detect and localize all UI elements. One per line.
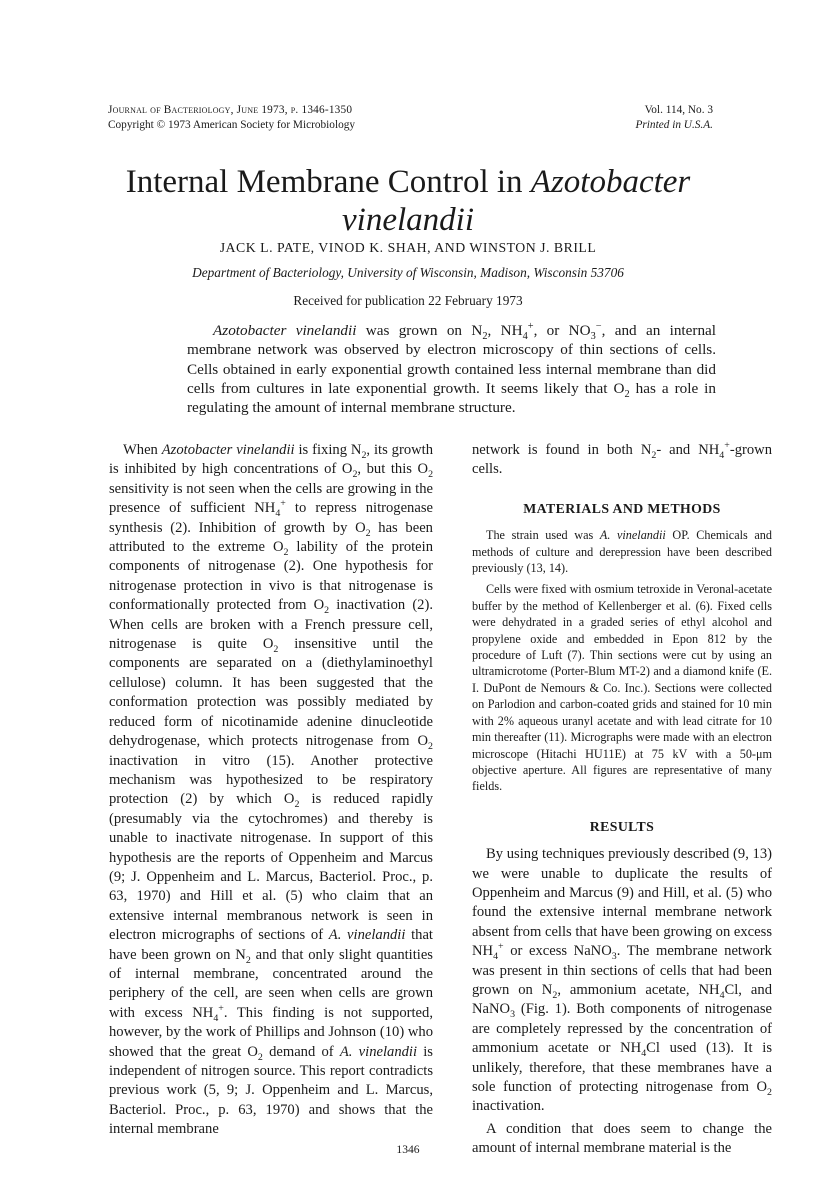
printed-in: Printed in U.S.A. [635,119,713,131]
results-paragraph-1: By using techniques previously described (9, 13) we were unable to duplicate the results of Oppenheim and Marcus (9) and Hill, et al. (5) who found the extensive internal membrane network absent from cells that have been growing on excess $NH_4^+$ or excess NaNO$_3$. The membrane network was present in thin sections of cells that had been grown on $N_2$, ammonium acetate, $NH_4Cl$, and NaNO$_3$ (Fig. 1). Both components of nitrogenase are completely repressed by the concentration of ammonium acetate or $NH_4Cl$ used (13). It is unlikely, therefore, that these membranes have a sole function of protecting nitrogenase from $O_2$ inactivation. [472,846,772,1115]
affiliation: Department of Bacteriology, University of Wisconsin, Madison, Wisconsin 53706 [192,265,624,280]
page-number: 1346 [396,1143,420,1156]
right-column [472,441,772,1159]
intro-continuation: network is found in both $N_2-$ and $NH_4^+$-grown cells. [472,440,772,478]
journal-citation: Journal of Bacteriology, June 1973, p. 1346-1350 [108,104,353,116]
article-title: Internal Membrane Control in Azotobacter vinelandii [125,164,691,238]
copyright-line: Copyright © 1973 American Society for Microbiology [108,119,356,131]
methods-paragraph-strain: The strain used was A. vinelandii OP. Chemicals and methods of culture and derepression have been described previously (13, 14). [472,528,772,576]
volume-issue: Vol. 114, No. 3 [644,104,713,116]
methods-paragraph-fixation: Cells were fixed with osmium tetroxide in Veronal-acetate buffer by the method of Kellenberger et al. (6). Fixed cells were dehydrated in a graded series of ethyl alcohol and propylene oxide and embedded in Epon 812 by the procedure of Luft (7). Thin sections were cut by using an ultramicrotome (Porter-Blum MT-2) and a diamond knife (E. I. DuPont de Nemours & Co. Inc.). Sections were collected on Parlodion and carbon-coated grids and stained for 10 min with 2% aqueous uranyl acetate and with lead citrate for 10 min thereafter (11). Micrographs were made with an electron microscope (Hitachi HU11E) at 75 kV with a 50-μm objective aperture. All figures are representative of many fields. [472,582,772,794]
materials-methods-heading: MATERIALS AND METHODS [523,500,721,516]
abstract: Azotobacter vinelandii was grown on $N_2$, $NH_4^+$, or $NO_3^-$, and an internal membrane network was observed by electron microscopy of thin sections of cells. Cells obtained in early exponential growth contained less internal membrane than did cells from cultures in late exponential growth. It seems likely that $O_2$ has a role in regulating the amount of internal membrane structure. [187,320,716,417]
author-list: JACK L. PATE, VINOD K. SHAH, AND WINSTON J. BRILL [219,240,597,255]
results-paragraph-2: A condition that does seem to change the amount of internal membrane material is the [472,1120,772,1157]
intro-paragraph: When Azotobacter vinelandii is fixing $N_2$, its growth is inhibited by high concentrations of $O_2$, but this $O_2$ sensitivity is not seen when the cells are growing in the presence of sufficient $NH_4^+$ to repress nitrogenase synthesis (2). Inhibition of growth by $O_2$ has been attributed to the extreme $O_2$ lability of the protein components of nitrogenase (2). One hypothesis for nitrogenase protection in vivo is that nitrogenase is conformationally protected from $O_2$ inactivation (2). When cells are broken with a French pressure cell, nitrogenase is quite $O_2$ insensitive until the components are separated on a (diethylaminoethyl cellulose) column. It has been suggested that the conformation protection was possibly mediated by reduced form of nicotinamide adenine dinucleotide dehydrogenase, which protects nitrogenase from $O_2$ inactivation in vitro (15). Another protective mechanism was hypothesized to be respiratory protection (2) by which $O_2$ is reduced rapidly (presumably via the cytochromes) and thereby is unable to inactivate nitrogenase. In support of this hypothesis are the reports of Oppenheim and Marcus (9; J. Oppenheim and L. Marcus, Bacteriol. Proc., p. 63, 1970) and Hill et al. (5) who claim that an extensive internal membranous network is seen in electron micrographs of sections of A. vinelandii that have been grown on $N_2$ and that only slight quantities of internal membrane, concentrated around the periphery of the cell, are seen when cells are grown with excess $NH_4^+$. This finding is not supported, however, by the work of Phillips and Johnson (10) who showed that the great $O_2$ demand of A. vinelandii is independent of nitrogen source. This report contradicts previous work (5, 9; J. Oppenheim and L. Marcus, Bacteriol. Proc., p. 63, 1970) and shows that the internal membrane [109,442,434,1138]
results-heading: RESULTS [589,818,655,834]
running-header-left [108,103,355,133]
received-date: Received for publication 22 February 1973 [293,293,523,308]
running-header-right [635,103,713,133]
